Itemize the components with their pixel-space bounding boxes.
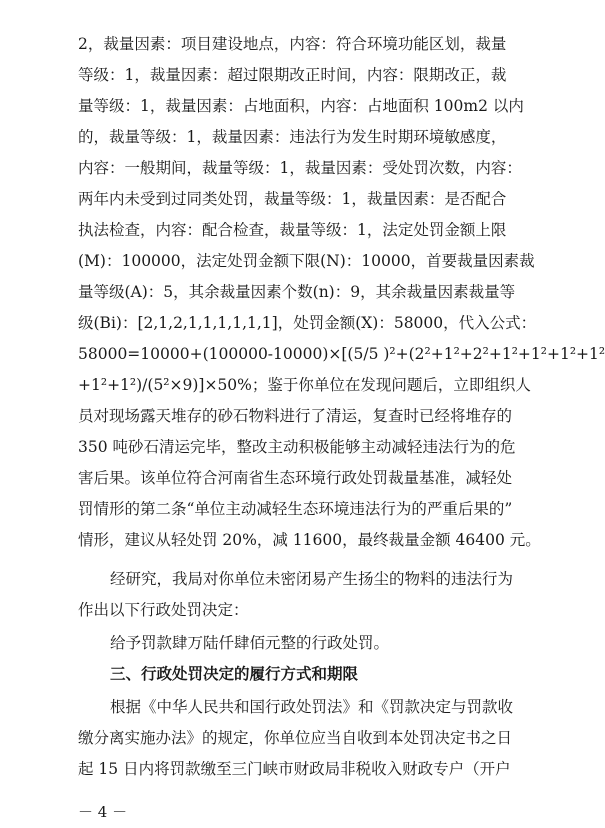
body-line: 害后果。该单位符合河南省生态环境行政处罚裁量基准，减轻处 xyxy=(78,469,513,487)
body-line: 情形，建议从轻处罚 20%，减 11600，最终裁量金额 46400 元。 xyxy=(78,531,541,549)
body-line: 员对现场露天堆存的砂石物料进行了清运，复查时已经将堆存的 xyxy=(78,407,513,425)
body-line: 罚情形的第二条“单位主动减轻生态环境违法行为的严重后果的” xyxy=(78,500,513,518)
payment-line: 起 15 日内将罚款缴至三门峡市财政局非税收入财政专户（开户 xyxy=(78,760,511,778)
decision-line: 作出以下行政处罚决定： xyxy=(78,601,249,619)
section-heading: 三、行政处罚决定的履行方式和期限 xyxy=(110,665,359,683)
formula-line: 58000=10000+(100000-10000)×[(5/5 )²+(2²+1²+2²+1²+1²+1²+1² xyxy=(78,345,605,363)
body-line: 执法检查，内容：配合检查，裁量等级：1，法定处罚金额上限 xyxy=(78,221,507,239)
body-line: 两年内未受到过同类处罚，裁量等级：1，裁量因素：是否配合 xyxy=(78,190,507,208)
body-line: 350 吨砂石清运完毕，整改主动积极能够主动减轻违法行为的危 xyxy=(78,438,516,456)
payment-line: 缴分离实施办法》的规定，你单位应当自收到本处罚决定书之日 xyxy=(78,729,513,747)
body-line: (M)：100000，法定处罚金额下限(N)：10000，首要裁量因素裁 xyxy=(78,252,535,270)
body-line: 的，裁量等级：1，裁量因素：违法行为发生时期环境敏感度， xyxy=(78,128,507,146)
body-line: 等级：1，裁量因素：超过限期改正时间，内容：限期改正，裁 xyxy=(78,66,507,84)
body-line: 2，裁量因素：项目建设地点，内容：符合环境功能区划，裁量 xyxy=(78,35,507,53)
page-number: － 4 － xyxy=(78,803,128,821)
payment-line: 根据《中华人民共和国行政处罚法》和《罚款决定与罚款收 xyxy=(110,698,514,716)
body-line: 量等级：1，裁量因素：占地面积，内容：占地面积 100m2 以内 xyxy=(78,97,524,115)
body-line: 级(Bi)：[2,1,2,1,1,1,1,1,1]，处罚金额(X)：58000，代入公式： xyxy=(78,314,537,332)
decision-line: 经研究，我局对你单位未密闭易产生扬尘的物料的违法行为 xyxy=(110,570,514,588)
formula-line: +1²+1²)/(5²×9)]×50%；鉴于你单位在发现问题后，立即组织人 xyxy=(78,376,531,394)
penalty-line: 给予罚款肆万陆仟肆佰元整的行政处罚。 xyxy=(110,634,390,652)
body-line: 量等级(A)：5，其余裁量因素个数(n)：9，其余裁量因素裁量等 xyxy=(78,283,516,301)
body-line: 内容：一般期间，裁量等级：1，裁量因素：受处罚次数，内容： xyxy=(78,159,522,177)
